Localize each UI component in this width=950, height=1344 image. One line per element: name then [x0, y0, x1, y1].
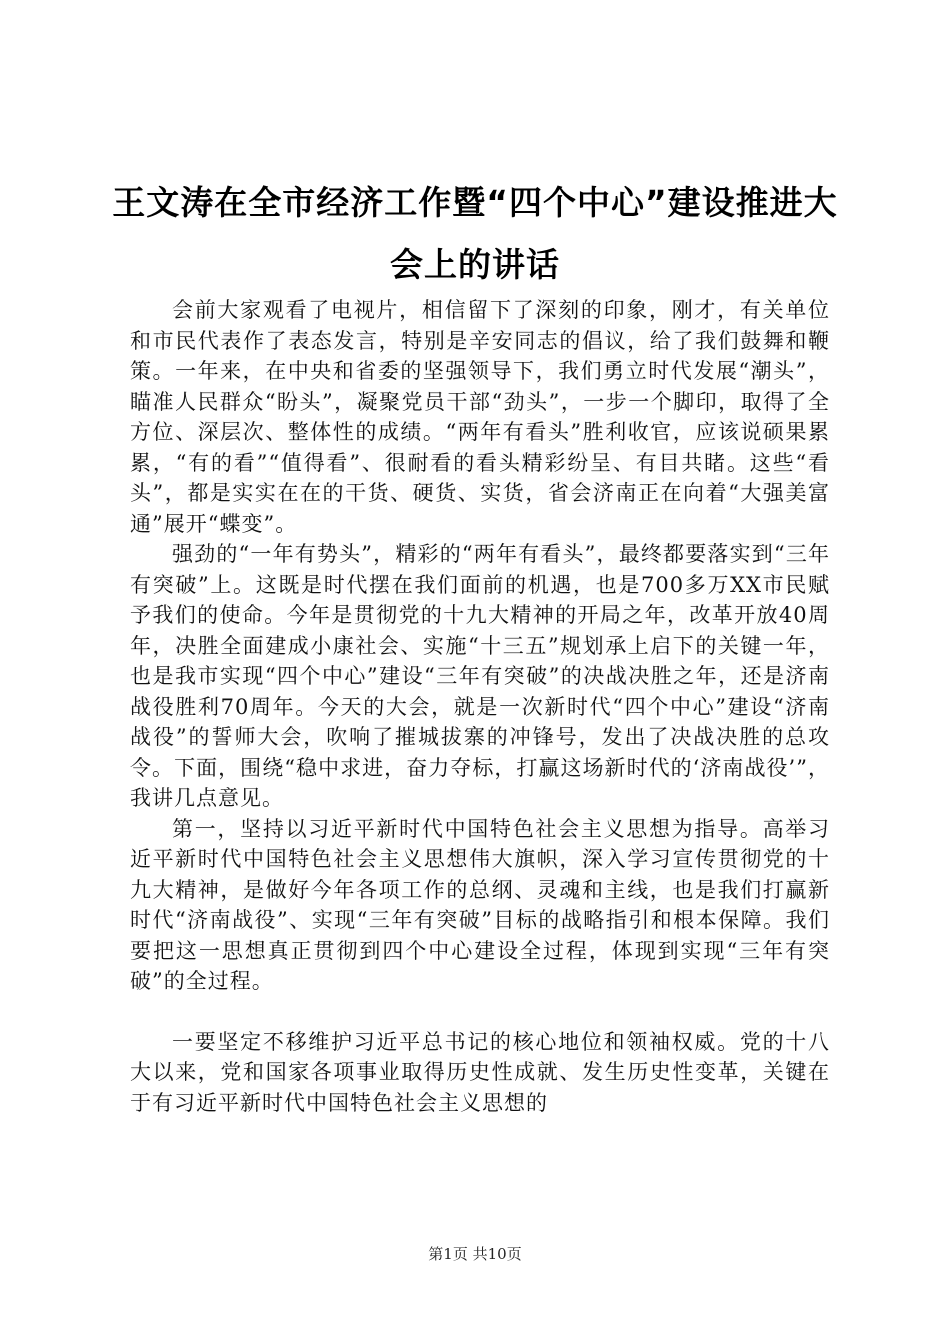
- paragraph-4: 一要坚定不移维护习近平总书记的核心地位和领袖权威。党的十八大以来，党和国家各项事业取得历史性成就、发生历史性变革，关键在于有习近平新时代中国特色社会主义思想的: [130, 1029, 830, 1115]
- document-title: 王文涛在全市经济工作暨“四个中心”建设推进大会上的讲话: [112, 183, 838, 284]
- paragraph-1: 会前大家观看了电视片，相信留下了深刻的印象，刚才，有关单位和市民代表作了表态发言，特别是辛安同志的倡议，给了我们鼓舞和鞭策。一年来，在中央和省委的坚强领导下，我们勇立时代发展“潮头”，瞄准人民群众“盼头”，凝聚党员干部“劲头”，一步一个脚印，取得了全方位、深层次、整体性的成绩。“两年有看头”胜利收官，应该说硕果累累，“有的看”“值得看”、很耐看的看头精彩纷呈、有目共睹。这些“看头”，都是实实在在的干货、硬货、实货，省会济南正在向着“大强美富通”展开“蝶变”。: [130, 298, 830, 536]
- page-indicator: 第1页 共10页: [428, 1245, 522, 1263]
- paragraph-2: 强劲的“一年有势头”，精彩的“两年有看头”，最终都要落实到“三年有突破”上。这既是时代摆在我们面前的机遇，也是700多万XX市民赋予我们的使命。今年是贯彻党的十九大精神的开局之年，改革开放40周年，决胜全面建成小康社会、实施“十三五”规划承上启下的关键一年，也是我市实现“四个中心”建设“三年有突破”的决战决胜之年，还是济南战役胜利70周年。今天的大会，就是一次新时代“四个中心”建设“济南战役”的誓师大会，吹响了摧城拔寨的冲锋号，发出了决战决胜的总攻令。下面，围绕“稳中求进，奋力夺标，打赢这场新时代的‘济南战役’”，我讲几点意见。: [130, 542, 830, 810]
- page-footer: [0, 1243, 950, 1264]
- document-body: [130, 295, 830, 1118]
- paragraph-3: 第一，坚持以习近平新时代中国特色社会主义思想为指导。高举习近平新时代中国特色社会主义思想伟大旗帜，深入学习宣传贯彻党的十九大精神，是做好今年各项工作的总纲、灵魂和主线，也是我们打赢新时代“济南战役”、实现“三年有突破”目标的战略指引和根本保障。我们要把这一思想真正贯彻到四个中心建设全过程，体现到实现“三年有突破”的全过程。: [130, 816, 830, 993]
